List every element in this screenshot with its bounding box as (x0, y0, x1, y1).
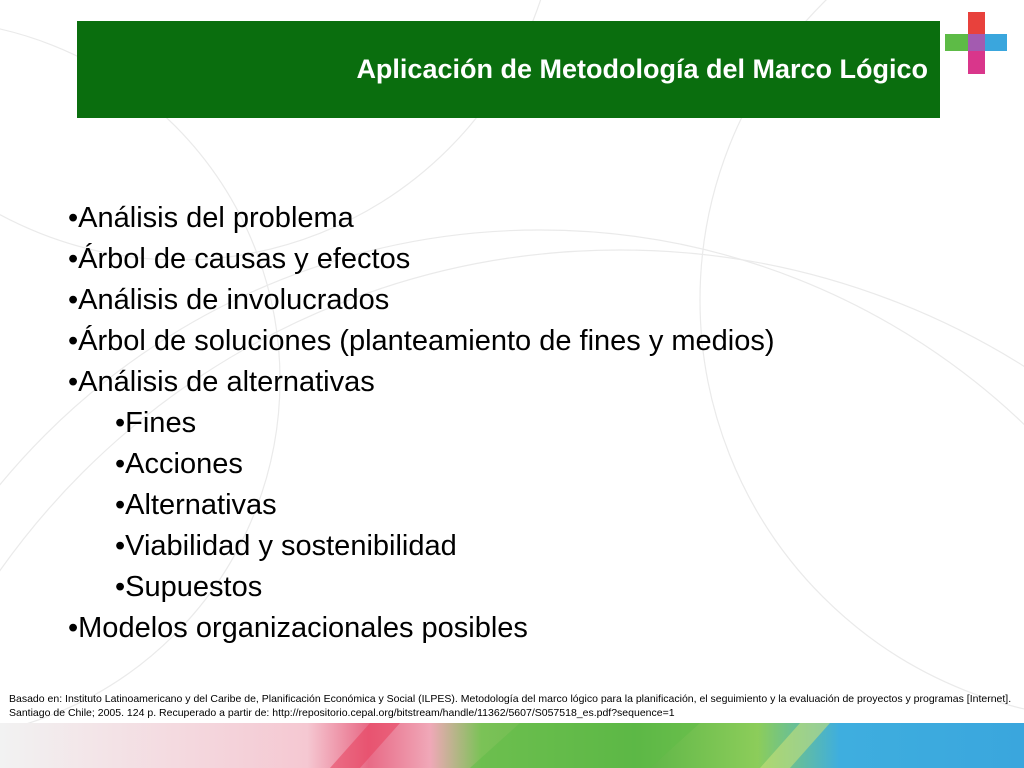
slide-title: Aplicación de Metodología del Marco Lógico (356, 54, 928, 84)
footer-color-strip (0, 723, 1024, 768)
bullet-item: •Modelos organizacionales posibles (68, 612, 528, 644)
sub-bullet-item: •Supuestos (115, 571, 263, 603)
bullet-item: •Árbol de causas y efectos (68, 243, 411, 275)
title-bar (77, 21, 940, 118)
sub-bullet-item: •Viabilidad y sostenibilidad (115, 530, 457, 562)
bullet-item: •Árbol de soluciones (planteamiento de fines y medios) (68, 325, 775, 357)
bullet-item: •Análisis del problema (68, 202, 354, 234)
bullet-item: •Análisis de involucrados (68, 284, 390, 316)
bullet-item: •Análisis de alternativas (68, 366, 375, 398)
sub-bullet-item: •Fines (115, 407, 197, 439)
citation-line-2: Santiago de Chile; 2005. 124 p. Recuperado a partir de: http://repositorio.cepal.org/bitstream/handle/11362/5607/S057518_es.pdf?sequence=1 (9, 707, 675, 719)
citation-line-1: Basado en: Instituto Latinoamericano y del Caribe de, Planificación Económica y Social (ILPES). Metodología del marco lógico para la planificación, el seguimiento y la evaluación de proyectos y programas [Internet]. (9, 693, 1012, 705)
sub-bullet-item: •Alternativas (115, 489, 277, 521)
bullet-list (68, 198, 968, 649)
citation (9, 692, 1014, 720)
health-cross-logo-icon (945, 12, 1007, 74)
sub-bullet-item: •Acciones (115, 448, 243, 480)
